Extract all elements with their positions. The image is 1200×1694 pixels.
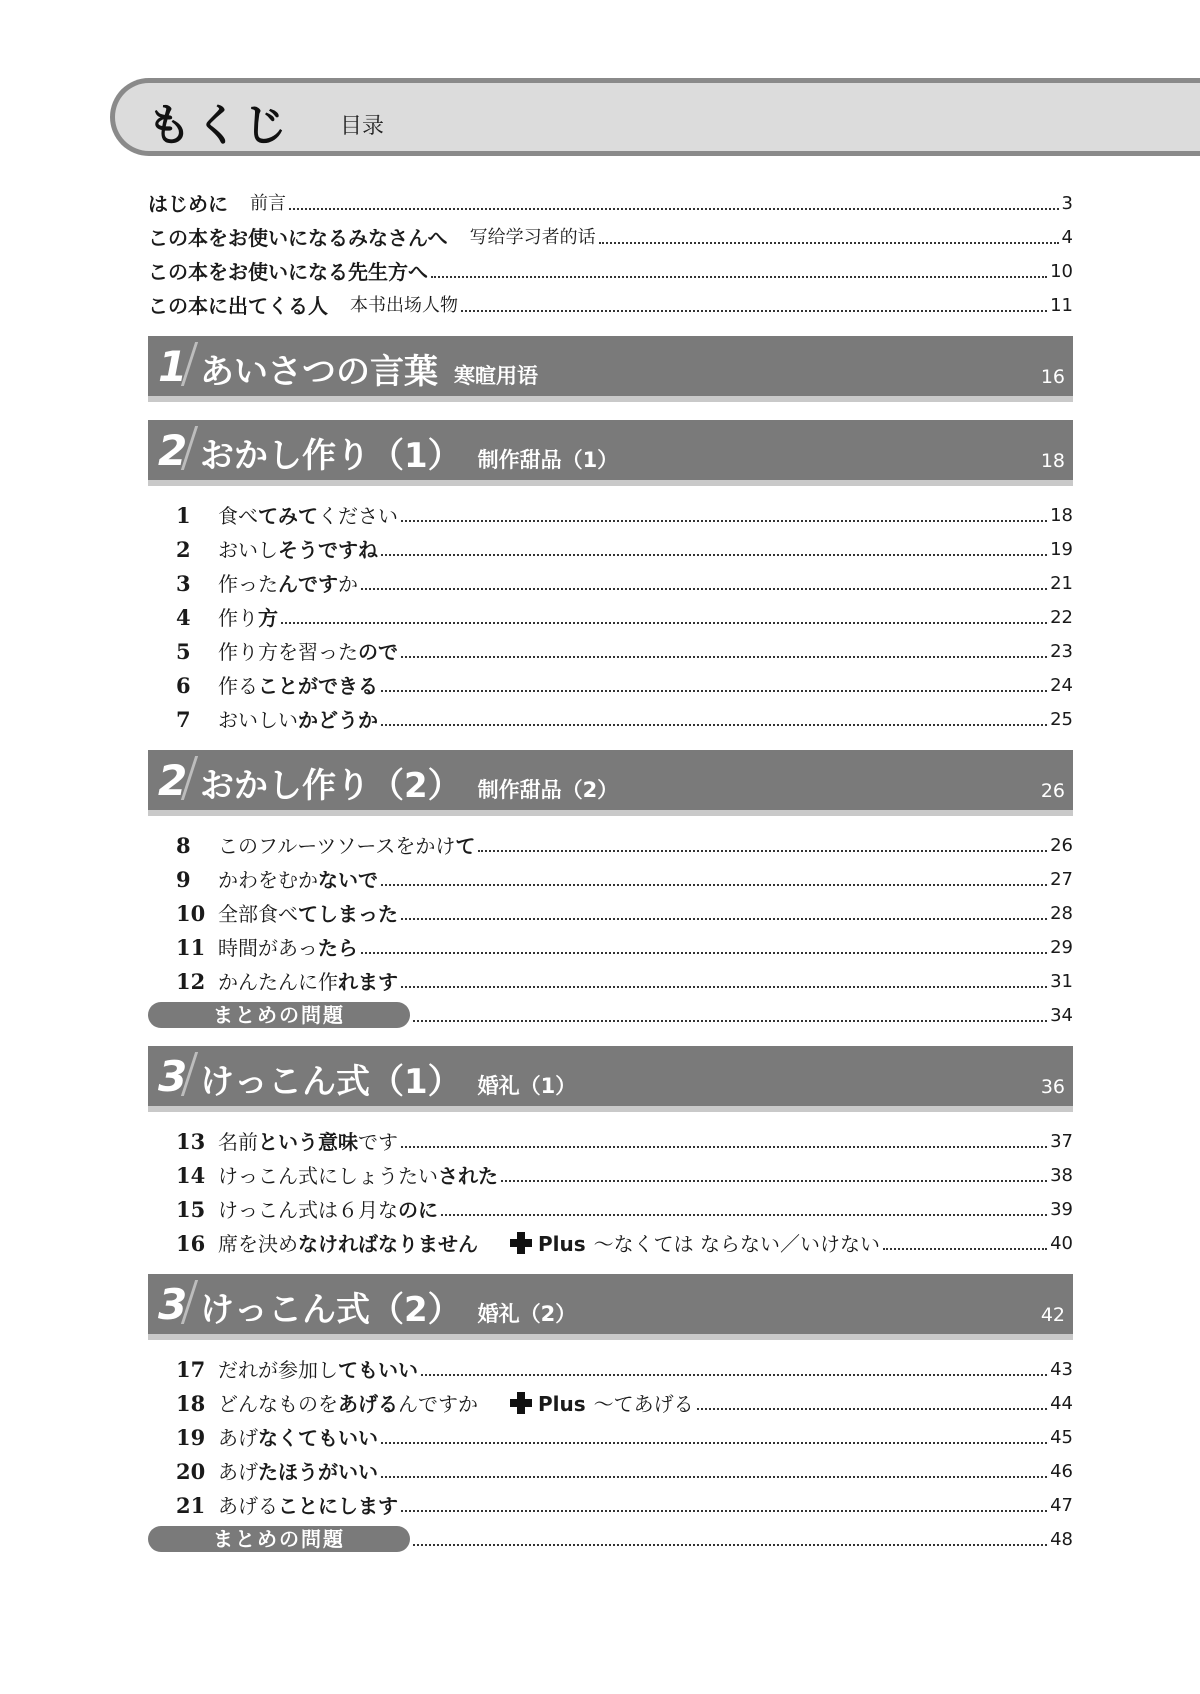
- page-number: 26: [1050, 835, 1073, 856]
- lesson-title-plain: けっこん式にしょうたい: [218, 1164, 438, 1188]
- lesson-number: 17: [176, 1357, 206, 1382]
- entry-chinese: 写给学习者的话: [469, 227, 596, 248]
- lesson-title-plain: 食べ: [218, 504, 258, 528]
- leader-dots: [381, 1442, 1047, 1444]
- leader-dots: [501, 1180, 1047, 1182]
- section-list: [148, 336, 1073, 1552]
- section-title: おかし作り（1） 制作甜品（1）: [200, 436, 619, 476]
- lesson-grammar-point: ので: [358, 640, 398, 664]
- lesson-number: 14: [176, 1163, 206, 1188]
- entry-title: この本に出てくる人: [148, 294, 328, 318]
- lesson-entry[interactable]: [148, 494, 1073, 528]
- lesson-grammar-point: という意味: [258, 1130, 358, 1154]
- section-chinese: 婚礼（2）: [477, 1302, 577, 1326]
- lesson-entry[interactable]: [148, 1416, 1073, 1450]
- lesson-grammar-point: かどうか: [298, 708, 378, 732]
- lesson-grammar-point: ことにします: [278, 1494, 398, 1518]
- lesson-title-plain: 作り方を習った: [218, 640, 358, 664]
- lesson-title-plain: 作った: [218, 572, 278, 596]
- section-banner[interactable]: [148, 1046, 1073, 1112]
- lesson-grammar-point: んです: [278, 572, 338, 596]
- entry-title: この本をお使いになる先生方へ: [148, 260, 428, 284]
- lesson-grammar-point: あげる: [338, 1392, 398, 1416]
- entry-title: はじめに: [148, 192, 228, 216]
- lesson-title: [218, 1392, 478, 1416]
- page-number: 4: [1061, 227, 1073, 248]
- table-of-contents: [148, 182, 1073, 1552]
- lesson-grammar-point: たら: [317, 936, 358, 960]
- intro-entry[interactable]: [148, 182, 1073, 216]
- page-number: 34: [1050, 1005, 1073, 1026]
- review-entry[interactable]: [148, 1518, 1073, 1552]
- lesson-number: 13: [176, 1129, 206, 1154]
- lesson-title: [218, 834, 475, 858]
- lesson-title: [218, 538, 378, 562]
- lesson-title-tail: んですか: [398, 1392, 478, 1416]
- lesson-title-plain: どんなものを: [218, 1392, 338, 1416]
- lesson-title: [218, 504, 398, 528]
- page-number: 43: [1050, 1359, 1073, 1380]
- lesson-grammar-point: のに: [398, 1198, 438, 1222]
- entry-chinese: 本书出场人物: [350, 295, 458, 316]
- lesson-entry[interactable]: [148, 664, 1073, 698]
- lesson-title-plain: おいしい: [218, 708, 298, 732]
- lesson-number: 4: [176, 605, 191, 630]
- leader-dots: [381, 690, 1047, 692]
- lesson-title: [218, 606, 278, 630]
- lesson-entry[interactable]: [148, 562, 1073, 596]
- section-title: けっこん式（2） 婚礼（2）: [200, 1290, 577, 1330]
- plus-cross-icon: [510, 1392, 532, 1414]
- lesson-title-tail: か: [338, 572, 358, 596]
- lesson-title: [218, 1494, 398, 1518]
- lesson-entry[interactable]: [148, 1348, 1073, 1382]
- leader-dots: [401, 520, 1047, 522]
- lesson-grammar-point: なくてもいい: [258, 1426, 378, 1450]
- lesson-number: 21: [176, 1493, 206, 1518]
- leader-dots: [281, 622, 1047, 624]
- lesson-grammar-point: て: [455, 834, 476, 858]
- leader-dots: [401, 1146, 1047, 1148]
- lesson-title-plain: あげ: [218, 1460, 258, 1484]
- section-number: 3: [158, 1052, 188, 1101]
- section-banner[interactable]: [148, 420, 1073, 486]
- leader-dots: [883, 1248, 1047, 1250]
- intro-entry[interactable]: [148, 216, 1073, 250]
- lesson-grammar-point: たほうがいい: [258, 1460, 378, 1484]
- lesson-title-tail: ください: [318, 504, 398, 528]
- page-number: 3: [1061, 193, 1073, 214]
- leader-dots: [441, 1214, 1047, 1216]
- leader-dots: [421, 1374, 1047, 1376]
- lesson-number: 7: [176, 707, 191, 732]
- lesson-number: 2: [176, 537, 191, 562]
- page-number: 22: [1050, 607, 1073, 628]
- page-number: 40: [1050, 1233, 1073, 1254]
- plus-cross-icon: [510, 1232, 532, 1254]
- leader-dots: [478, 850, 1047, 852]
- plus-label: Plus: [538, 1232, 586, 1256]
- lesson-entry[interactable]: [148, 892, 1073, 926]
- lesson-number: 3: [176, 571, 191, 596]
- lesson-entry[interactable]: [148, 528, 1073, 562]
- lesson-title: [218, 572, 358, 596]
- lesson-entry[interactable]: [148, 858, 1073, 892]
- page-number: 10: [1050, 261, 1073, 282]
- leader-dots: [401, 656, 1047, 658]
- lesson-entry[interactable]: [148, 1188, 1073, 1222]
- lesson-number: 1: [176, 503, 191, 528]
- leader-dots: [599, 242, 1059, 244]
- leader-dots: [401, 986, 1047, 988]
- lesson-title: [218, 1164, 498, 1188]
- leader-dots: [431, 276, 1047, 278]
- intro-entry[interactable]: [148, 284, 1073, 318]
- page-number: 25: [1050, 709, 1073, 730]
- section-chinese: 制作甜品（1）: [477, 448, 619, 472]
- plus-note: [510, 1392, 694, 1416]
- lesson-grammar-point: ないで: [318, 868, 378, 892]
- lesson-entry[interactable]: [148, 1120, 1073, 1154]
- lesson-entry[interactable]: [148, 960, 1073, 994]
- leader-dots: [381, 1476, 1047, 1478]
- lesson-title-plain: 全部食べ: [218, 902, 298, 926]
- lesson-number: 11: [176, 935, 206, 960]
- page-number: 28: [1050, 903, 1073, 924]
- lesson-grammar-point: てみて: [258, 504, 318, 528]
- leader-dots: [401, 918, 1047, 920]
- page-number: 19: [1050, 539, 1073, 560]
- page-number: 48: [1050, 1529, 1073, 1550]
- leader-dots: [381, 724, 1047, 726]
- lesson-title: [218, 868, 378, 892]
- page-number: 11: [1050, 295, 1073, 316]
- lesson-title: [218, 970, 398, 994]
- lesson-title-plain: 作る: [218, 674, 258, 698]
- lesson-number: 18: [176, 1391, 206, 1416]
- lesson-title-plain: 名前: [218, 1130, 258, 1154]
- leader-dots: [381, 884, 1047, 886]
- section-chinese: 寒暄用语: [454, 364, 538, 388]
- lesson-grammar-point: された: [438, 1164, 498, 1188]
- lesson-number: 19: [176, 1425, 206, 1450]
- lesson-title-plain: けっこん式は６月な: [218, 1198, 398, 1222]
- leader-dots: [413, 1020, 1047, 1022]
- lesson-grammar-point: 方: [258, 606, 278, 630]
- lesson-number: 20: [176, 1459, 206, 1484]
- lesson-number: 8: [176, 833, 191, 858]
- lesson-title-plain: おいし: [218, 538, 278, 562]
- page-subtitle: 目录: [340, 114, 385, 139]
- page-number: 29: [1050, 937, 1073, 958]
- lesson-title-plain: あげる: [218, 1494, 278, 1518]
- leader-dots: [361, 952, 1047, 954]
- section-chinese: 婚礼（1）: [477, 1074, 577, 1098]
- lesson-entry[interactable]: [148, 1382, 1073, 1416]
- lesson-number: 12: [176, 969, 206, 994]
- leader-dots: [289, 208, 1059, 210]
- lesson-entry[interactable]: [148, 1484, 1073, 1518]
- section-page: 42: [1040, 1304, 1065, 1326]
- lesson-title-plain: かんたんに作: [218, 970, 338, 994]
- lesson-title: [218, 902, 398, 926]
- page-number: 46: [1050, 1461, 1073, 1482]
- page-title: もくじ: [147, 100, 291, 151]
- review-entry[interactable]: [148, 994, 1073, 1028]
- page-number: 24: [1050, 675, 1073, 696]
- lesson-title: [218, 1426, 378, 1450]
- entry-chinese: 前言: [250, 193, 286, 214]
- lesson-grammar-point: そうですね: [278, 538, 378, 562]
- lesson-entry[interactable]: [148, 1450, 1073, 1484]
- entry-title: この本をお使いになるみなさんへ: [148, 226, 448, 250]
- lesson-entry[interactable]: [148, 630, 1073, 664]
- plus-text: ～てあげる: [593, 1392, 694, 1416]
- page-number: 27: [1050, 869, 1073, 890]
- section-number: 1: [158, 342, 188, 391]
- page-number: 45: [1050, 1427, 1073, 1448]
- page-number: 31: [1050, 971, 1073, 992]
- section-banner[interactable]: [148, 1274, 1073, 1340]
- plus-text: ～なくては ならない／いけない: [593, 1232, 881, 1256]
- lesson-title-tail: です: [358, 1130, 398, 1154]
- section-title: けっこん式（1） 婚礼（1）: [200, 1062, 577, 1102]
- lesson-grammar-point: ことができる: [258, 674, 378, 698]
- leader-dots: [361, 588, 1047, 590]
- lesson-grammar-point: てしまった: [298, 902, 398, 926]
- toc-header: [110, 78, 1200, 156]
- leader-dots: [461, 310, 1047, 312]
- lesson-title-plain: 時間があっ: [218, 936, 318, 960]
- section-banner[interactable]: [148, 750, 1073, 816]
- lesson-title: [218, 640, 398, 664]
- lesson-number: 15: [176, 1197, 206, 1222]
- lesson-number: 9: [176, 867, 191, 892]
- plus-note: [510, 1232, 880, 1256]
- lesson-number: 5: [176, 639, 191, 664]
- lesson-entry[interactable]: [148, 596, 1073, 630]
- lesson-entry[interactable]: [148, 824, 1073, 858]
- plus-label: Plus: [538, 1392, 586, 1416]
- lesson-title: [218, 1460, 378, 1484]
- lesson-entry[interactable]: [148, 1154, 1073, 1188]
- lesson-entry[interactable]: [148, 1222, 1073, 1256]
- lesson-number: 10: [176, 901, 206, 926]
- lesson-title-plain: あげ: [218, 1426, 258, 1450]
- section-banner[interactable]: [148, 336, 1073, 402]
- section-page: 16: [1040, 366, 1065, 388]
- review-label: まとめの問題: [148, 1002, 410, 1028]
- section-title: おかし作り（2） 制作甜品（2）: [200, 766, 619, 806]
- leader-dots: [413, 1544, 1047, 1546]
- section-number: 3: [158, 1280, 188, 1329]
- section-title: あいさつの言葉 寒暄用语: [200, 352, 538, 392]
- lesson-title: [218, 936, 358, 960]
- lesson-grammar-point: なければなりません: [298, 1232, 478, 1256]
- page-number: 38: [1050, 1165, 1073, 1186]
- lesson-number: 16: [176, 1231, 206, 1256]
- lesson-title-plain: 作り: [218, 606, 258, 630]
- lesson-title-plain: だれが参加し: [218, 1358, 338, 1382]
- lesson-title: [218, 674, 378, 698]
- lesson-number: 6: [176, 673, 191, 698]
- lesson-title-plain: このフルーツソースをかけ: [218, 834, 456, 858]
- lesson-title: [218, 708, 378, 732]
- page-number: 18: [1050, 505, 1073, 526]
- leader-dots: [401, 1510, 1047, 1512]
- leader-dots: [381, 554, 1047, 556]
- lesson-title-plain: 席を決め: [218, 1232, 298, 1256]
- page-number: 23: [1050, 641, 1073, 662]
- lesson-title: [218, 1358, 418, 1382]
- lesson-entry[interactable]: [148, 926, 1073, 960]
- section-page: 36: [1040, 1076, 1065, 1098]
- page-number: 37: [1050, 1131, 1073, 1152]
- page-number: 39: [1050, 1199, 1073, 1220]
- section-page: 18: [1040, 450, 1065, 472]
- lesson-grammar-point: れます: [338, 970, 398, 994]
- leader-dots: [697, 1408, 1047, 1410]
- lesson-title: [218, 1198, 438, 1222]
- section-chinese: 制作甜品（2）: [477, 778, 619, 802]
- section-number: 2: [158, 426, 188, 475]
- page-number: 21: [1050, 573, 1073, 594]
- intro-list: [148, 182, 1073, 318]
- intro-entry[interactable]: [148, 250, 1073, 284]
- review-label: まとめの問題: [148, 1526, 410, 1552]
- lesson-grammar-point: てもいい: [338, 1358, 418, 1382]
- lesson-title-plain: かわをむか: [218, 868, 318, 892]
- page-number: 44: [1050, 1393, 1073, 1414]
- lesson-title: [218, 1232, 478, 1256]
- section-number: 2: [158, 756, 188, 805]
- section-page: 26: [1040, 780, 1065, 802]
- lesson-entry[interactable]: [148, 698, 1073, 732]
- lesson-title: [218, 1130, 398, 1154]
- page-number: 47: [1050, 1495, 1073, 1516]
